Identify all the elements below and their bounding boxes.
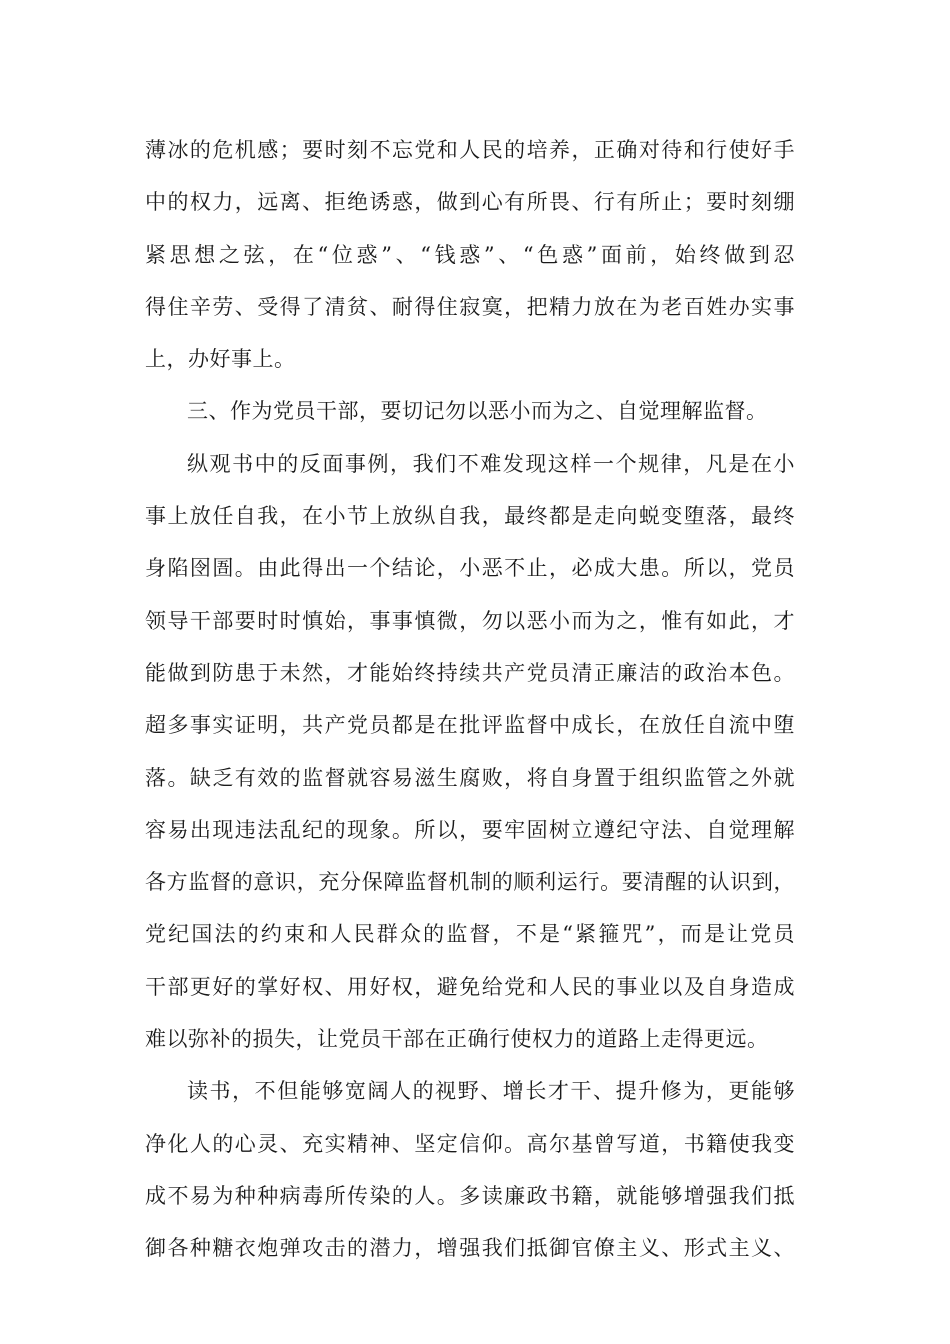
- text-line: 上，办好事上。: [145, 347, 296, 372]
- text-line: 纵观书中的反面事例，我们不难发现这样一个规律，凡是在小: [187, 451, 795, 476]
- text-line: 薄冰的危机感；要时刻不忘党和人民的培养，正确对待和行使好手: [145, 138, 795, 162]
- text-line: 成不易为种种病毒所传染的人。多读廉政书籍，就能够增强我们抵: [145, 1183, 795, 1208]
- text-line: 领导干部要时时慎始，事事慎微，勿以恶小而为之，惟有如此，才: [145, 608, 795, 633]
- text-line: 身陷囹圄。由此得出一个结论，小恶不止，必成大患。所以，党员: [145, 556, 795, 581]
- text-line: 超多事实证明，共产党员都是在批评监督中成长，在放任自流中堕: [145, 713, 795, 738]
- text-line: 事上放任自我，在小节上放纵自我，最终都是走向蜕变堕落，最终: [145, 504, 795, 529]
- text-line: 净化人的心灵、充实精神、坚定信仰。高尔基曾写道，书籍使我变: [145, 1131, 795, 1156]
- text-line: 各方监督的意识，充分保障监督机制的顺利运行。要清醒的认识到，: [145, 870, 795, 895]
- text-line: 党纪国法的约束和人民群众的监督，不是“紧箍咒”，而是让党员: [145, 922, 795, 947]
- text-line: 能做到防患于未然，才能始终持续共产党员清正廉洁的政治本色。: [145, 660, 795, 685]
- text-line: 中的权力，远离、拒绝诱惑，做到心有所畏、行有所止；要时刻绷: [145, 190, 795, 215]
- text-line: 干部更好的掌好权、用好权，避免给党和人民的事业以及自身造成: [145, 974, 795, 999]
- text-line: 容易出现违法乱纪的现象。所以，要牢固树立遵纪守法、自觉理解: [145, 817, 795, 842]
- text-line: 得住辛劳、受得了清贫、耐得住寂寞，把精力放在为老百姓办实事: [145, 294, 795, 319]
- text-line: 落。缺乏有效的监督就容易滋生腐败，将自身置于组织监管之外就: [145, 765, 795, 790]
- text-line: 三、作为党员干部，要切记勿以恶小而为之、自觉理解监督。: [187, 399, 768, 424]
- body-text: [145, 124, 795, 1275]
- text-line: 紧思想之弦，在“位惑”、“钱惑”、“色惑”面前，始终做到忍: [145, 242, 795, 267]
- text-line: 御各种糖衣炮弹攻击的潜力，增强我们抵御官僚主义、形式主义、: [145, 1236, 795, 1261]
- text-line: 读书，不但能够宽阔人的视野、增长才干、提升修为，更能够: [187, 1079, 795, 1104]
- text-line: 难以弥补的损失，让党员干部在正确行使权力的道路上走得更远。: [145, 1027, 769, 1052]
